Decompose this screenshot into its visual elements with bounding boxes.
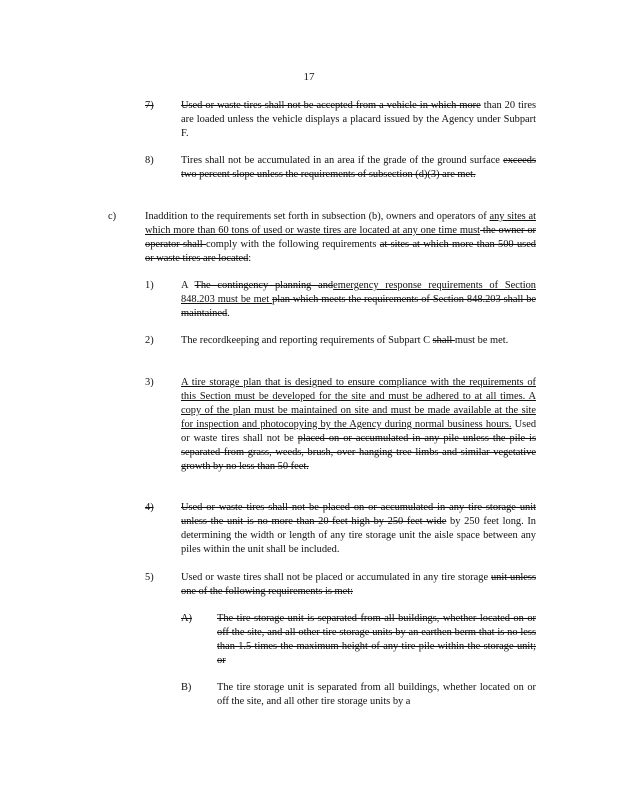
text-segment: addition to the requirements set forth in subsection (b), owners and operators of xyxy=(153,211,490,222)
item-text xyxy=(181,571,536,599)
text-segment: The tire storage unit is separated from all buildings, whether located on or off the site, and all other tire storage units by an earthen berm that is no less than 1.5 times the maximum height of any tire pile within the storage unit; or xyxy=(217,613,536,666)
item-text xyxy=(181,501,536,557)
text-segment: : xyxy=(248,253,252,264)
item-marker: 1) xyxy=(145,280,154,291)
subitem-text xyxy=(217,681,536,709)
text-segment: exceeds two percent slope unless the requirements of subsection (d)(3) are met. xyxy=(181,155,536,180)
text-segment: unit unless one of the following requirements is met: xyxy=(181,572,536,597)
section-marker: c) xyxy=(108,211,117,222)
text-segment: Tires shall not be accumulated in an area if the grade of the ground surface xyxy=(181,155,504,166)
text-segment: must be met. xyxy=(454,335,509,346)
text-segment: . xyxy=(227,308,230,319)
subitem-marker: B) xyxy=(181,682,192,693)
text-segment: plan which meets the requirements of Section 848.203 shall be maintained xyxy=(181,294,536,319)
text-segment: A tire storage plan that is designed to ensure compliance with the requirements of this Section must be developed for the site and must be adhered to at all times. A copy of the plan must be maintained on site and must be made available at the site for inspection and photocopying by the Agency during normal business hours. xyxy=(181,377,536,430)
item-text xyxy=(181,334,536,348)
item-text xyxy=(181,154,536,182)
text-segment: the owner or operator shall xyxy=(145,225,536,250)
item-marker: 7) xyxy=(145,100,154,111)
item-marker: 2) xyxy=(145,335,154,346)
text-segment: Used or waste tires shall not be placed on or accumulated in any tire storage unit unless the unit is no more than 20 feet high by 250 feet wide xyxy=(181,502,536,527)
text-segment: comply with the following requirements xyxy=(205,239,380,250)
item-marker: 3) xyxy=(145,377,154,388)
page-number: 17 xyxy=(303,71,315,83)
text-segment: placed on or accumulated in any pile unless the pile is separated from grass, weeds, brush, over hanging tree limbs and similar vegetative growth by no less than 50 feet. xyxy=(181,433,536,472)
subitem-text xyxy=(217,612,536,668)
subitem-marker: A) xyxy=(181,613,192,624)
text-segment: shall xyxy=(432,335,455,346)
section-text xyxy=(145,210,536,266)
text-segment: The tire storage unit is separated from all buildings, whether located on or off the site, and all other tire storage units by a xyxy=(217,682,536,707)
text-segment: The contingency planning and xyxy=(194,280,334,291)
item-text xyxy=(181,99,536,141)
text-segment: Used or waste tires shall not be xyxy=(181,419,537,444)
text-segment: by 250 feet long. In determining the width or length of any tire storage unit the aisle space between any piles within the unit shall be included. xyxy=(181,516,537,555)
item-marker: 5) xyxy=(145,572,154,583)
text-segment: Used or waste tires shall not be placed or accumulated in any tire storage xyxy=(181,572,491,583)
item-text xyxy=(181,279,536,321)
text-segment: The recordkeeping and reporting requirements of Subpart C xyxy=(181,335,433,346)
text-segment: any sites at which more than 60 tons of used or waste tires are located at any one time must xyxy=(145,211,536,236)
text-segment: A xyxy=(181,280,195,291)
text-segment: emergency response requirements of Section 848.203 must be met xyxy=(181,280,537,305)
text-segment: at sites at which more than 500 used or waste tires are located xyxy=(145,239,536,264)
item-marker: 4) xyxy=(145,502,154,513)
text-segment: In xyxy=(145,211,154,222)
item-text xyxy=(181,376,536,474)
text-segment: than 20 tires are loaded unless the vehicle displays a placard issued by the Agency under Subpart F. xyxy=(181,100,536,139)
text-segment: Used or waste tires shall not be accepted from a vehicle in which more xyxy=(181,100,481,111)
item-marker: 8) xyxy=(145,155,154,166)
